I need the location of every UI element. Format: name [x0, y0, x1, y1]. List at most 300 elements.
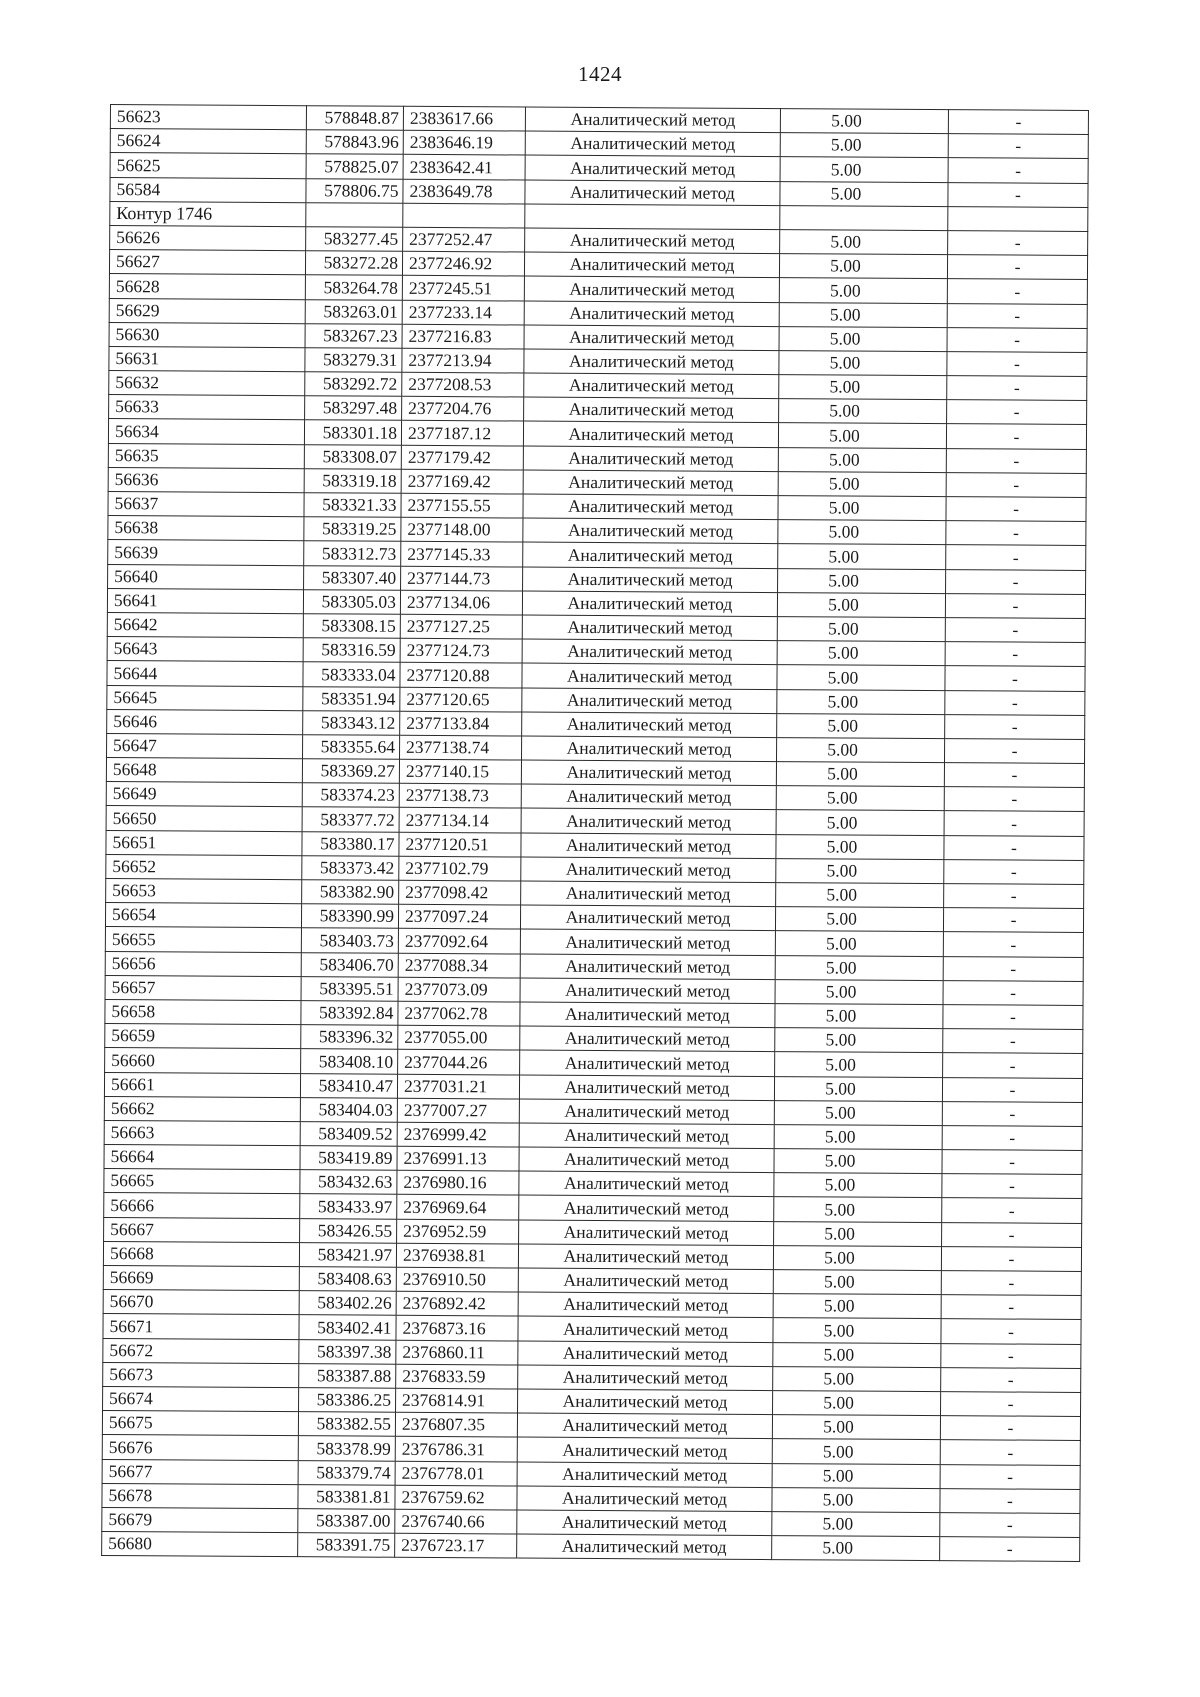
note-cell: -: [944, 884, 1084, 909]
note-cell: -: [940, 1488, 1080, 1513]
note-cell: -: [943, 980, 1083, 1005]
note-cell: -: [942, 1101, 1082, 1126]
accuracy-cell: 5.00: [773, 1391, 941, 1416]
x-coordinate-cell: 583292.72: [305, 372, 402, 397]
x-coordinate-cell: 583263.01: [305, 299, 402, 324]
x-coordinate-cell: 583351.94: [303, 686, 400, 711]
x-coordinate-cell: 583391.75: [298, 1533, 395, 1558]
method-cell: Аналитический метод: [521, 833, 776, 859]
point-id-cell: Контур 1746: [110, 201, 306, 226]
note-cell: -: [940, 1464, 1080, 1489]
point-id-cell: 56647: [107, 733, 303, 758]
point-id-cell: 56629: [109, 298, 305, 323]
y-coordinate-cell: 2377031.21: [397, 1074, 519, 1099]
y-coordinate-cell: 2377138.73: [399, 784, 521, 809]
accuracy-cell: 5.00: [779, 278, 947, 303]
x-coordinate-cell: 583404.03: [300, 1097, 397, 1122]
x-coordinate-cell: 583373.42: [302, 855, 399, 880]
accuracy-cell: 5.00: [780, 181, 948, 206]
method-cell: Аналитический метод: [520, 929, 775, 955]
coordinates-table-body: [102, 105, 1089, 1562]
y-coordinate-cell: 2377120.51: [399, 832, 521, 857]
x-coordinate-cell: 583308.07: [304, 444, 401, 469]
accuracy-cell: 5.00: [777, 641, 945, 666]
y-coordinate-cell: 2377127.25: [400, 614, 522, 639]
accuracy-cell: 5.00: [780, 109, 948, 134]
y-coordinate-cell: 2376892.42: [396, 1291, 518, 1316]
y-coordinate-cell: 2383646.19: [403, 130, 525, 155]
x-coordinate-cell: 583409.52: [300, 1122, 397, 1147]
y-coordinate-cell: 2376786.31: [395, 1437, 517, 1462]
accuracy-cell: 5.00: [774, 1221, 942, 1246]
note-cell: -: [943, 1053, 1083, 1078]
point-id-cell: 56651: [106, 830, 302, 855]
accuracy-cell: 5.00: [777, 665, 945, 690]
accuracy-cell: 5.00: [777, 617, 945, 642]
method-cell: Аналитический метод: [519, 1195, 774, 1221]
method-cell: Аналитический метод: [520, 905, 775, 931]
y-coordinate-cell: 2377169.42: [401, 469, 523, 494]
x-coordinate-cell: 583387.88: [299, 1363, 396, 1388]
point-id-cell: 56624: [110, 129, 306, 154]
accuracy-cell: 5.00: [780, 157, 948, 182]
note-cell: -: [944, 787, 1084, 812]
point-id-cell: 56668: [103, 1241, 299, 1266]
y-coordinate-cell: 2377179.42: [401, 445, 523, 470]
note-cell: [948, 206, 1088, 231]
accuracy-cell: 5.00: [776, 883, 944, 908]
y-coordinate-cell: 2377073.09: [398, 977, 520, 1002]
method-cell: Аналитический метод: [517, 1510, 772, 1536]
point-id-cell: 56625: [110, 153, 306, 178]
x-coordinate-cell: 583386.25: [299, 1388, 396, 1413]
point-id-cell: 56666: [104, 1193, 300, 1218]
method-cell: Аналитический метод: [519, 1075, 774, 1101]
note-cell: -: [946, 545, 1086, 570]
note-cell: -: [943, 956, 1083, 981]
accuracy-cell: 5.00: [779, 399, 947, 424]
method-cell: Аналитический метод: [523, 446, 778, 472]
point-id-cell: 56667: [104, 1217, 300, 1242]
x-coordinate-cell: 583307.40: [304, 565, 401, 590]
method-cell: Аналитический метод: [524, 325, 779, 351]
x-coordinate-cell: 583397.38: [299, 1339, 396, 1364]
method-cell: Аналитический метод: [522, 639, 777, 665]
y-coordinate-cell: 2376833.59: [396, 1364, 518, 1389]
y-coordinate-cell: 2377062.78: [398, 1001, 520, 1026]
y-coordinate-cell: 2376814.91: [396, 1388, 518, 1413]
note-cell: -: [946, 424, 1086, 449]
y-coordinate-cell: 2377102.79: [399, 856, 521, 881]
point-id-cell: 56644: [107, 661, 303, 686]
y-coordinate-cell: 2377124.73: [400, 638, 522, 663]
x-coordinate-cell: 583267.23: [305, 323, 402, 348]
x-coordinate-cell: 583374.23: [302, 783, 399, 808]
note-cell: -: [942, 1198, 1082, 1223]
accuracy-cell: 5.00: [773, 1245, 941, 1270]
note-cell: -: [947, 376, 1087, 401]
method-cell: Аналитический метод: [519, 1123, 774, 1149]
method-cell: Аналитический метод: [524, 252, 779, 278]
x-coordinate-cell: 583410.47: [300, 1073, 397, 1098]
accuracy-cell: 5.00: [774, 1149, 942, 1174]
point-id-cell: 56680: [102, 1532, 298, 1557]
accuracy-cell: 5.00: [778, 423, 946, 448]
method-cell: Аналитический метод: [524, 397, 779, 423]
accuracy-cell: 5.00: [775, 931, 943, 956]
y-coordinate-cell: 2377007.27: [397, 1098, 519, 1123]
x-coordinate-cell: 583312.73: [304, 541, 401, 566]
point-id-cell: 56623: [110, 105, 306, 130]
note-cell: -: [948, 182, 1088, 207]
note-cell: -: [940, 1440, 1080, 1465]
note-cell: -: [947, 303, 1087, 328]
point-id-cell: 56657: [105, 975, 301, 1000]
y-coordinate-cell: 2377140.15: [399, 759, 521, 784]
y-coordinate-cell: 2377155.55: [401, 493, 523, 518]
point-id-cell: 56659: [105, 1024, 301, 1049]
accuracy-cell: 5.00: [778, 520, 946, 545]
accuracy-cell: 5.00: [774, 1173, 942, 1198]
y-coordinate-cell: 2383617.66: [403, 106, 525, 131]
y-coordinate-cell: 2377148.00: [401, 517, 523, 542]
accuracy-cell: 5.00: [778, 447, 946, 472]
method-cell: Аналитический метод: [517, 1462, 772, 1488]
y-coordinate-cell: 2377120.88: [400, 663, 522, 688]
point-id-cell: 56631: [109, 346, 305, 371]
point-id-cell: 56663: [104, 1120, 300, 1145]
y-coordinate-cell: 2377213.94: [402, 348, 524, 373]
method-cell: Аналитический метод: [522, 663, 777, 689]
method-cell: Аналитический метод: [525, 131, 780, 157]
method-cell: Аналитический метод: [518, 1244, 773, 1270]
point-id-cell: 56669: [103, 1265, 299, 1290]
y-coordinate-cell: 2377233.14: [402, 300, 524, 325]
point-id-cell: 56642: [107, 612, 303, 637]
note-cell: -: [947, 351, 1087, 376]
accuracy-cell: 5.00: [774, 1124, 942, 1149]
x-coordinate-cell: 583396.32: [301, 1025, 398, 1050]
x-coordinate-cell: 583390.99: [301, 904, 398, 929]
x-coordinate-cell: 578806.75: [306, 178, 403, 203]
accuracy-cell: 5.00: [772, 1511, 940, 1536]
accuracy-cell: 5.00: [775, 907, 943, 932]
accuracy-cell: 5.00: [772, 1415, 940, 1440]
y-coordinate-cell: 2377138.74: [400, 735, 522, 760]
y-coordinate-cell: 2377145.33: [401, 542, 523, 567]
point-id-cell: 56630: [109, 322, 305, 347]
accuracy-cell: 5.00: [772, 1536, 940, 1561]
accuracy-cell: 5.00: [772, 1439, 940, 1464]
coordinates-sheet: [101, 104, 1089, 1562]
point-id-cell: 56675: [102, 1411, 298, 1436]
x-coordinate-cell: 583380.17: [302, 831, 399, 856]
accuracy-cell: 5.00: [775, 1052, 943, 1077]
accuracy-cell: 5.00: [777, 689, 945, 714]
method-cell: Аналитический метод: [518, 1268, 773, 1294]
accuracy-cell: 5.00: [779, 326, 947, 351]
point-id-cell: 56670: [103, 1290, 299, 1315]
method-cell: Аналитический метод: [517, 1437, 772, 1463]
x-coordinate-cell: 583264.78: [305, 275, 402, 300]
point-id-cell: 56627: [109, 250, 305, 275]
y-coordinate-cell: 2377097.24: [398, 904, 520, 929]
point-id-cell: 56628: [109, 274, 305, 299]
point-id-cell: 56660: [105, 1048, 301, 1073]
accuracy-cell: 5.00: [778, 544, 946, 569]
note-cell: -: [945, 642, 1085, 667]
method-cell: Аналитический метод: [520, 954, 775, 980]
note-cell: -: [945, 666, 1085, 691]
method-cell: Аналитический метод: [523, 494, 778, 520]
note-cell: -: [940, 1537, 1080, 1562]
method-cell: Аналитический метод: [521, 784, 776, 810]
method-cell: Аналитический метод: [520, 1050, 775, 1076]
method-cell: Аналитический метод: [520, 1026, 775, 1052]
x-coordinate-cell: 583406.70: [301, 952, 398, 977]
accuracy-cell: 5.00: [776, 786, 944, 811]
method-cell: Аналитический метод: [525, 107, 780, 133]
note-cell: -: [943, 1005, 1083, 1030]
method-cell: Аналитический метод: [523, 518, 778, 544]
y-coordinate-cell: 2377245.51: [402, 276, 524, 301]
x-coordinate-cell: 583402.41: [299, 1315, 396, 1340]
table-row: [102, 1532, 1080, 1562]
accuracy-cell: 5.00: [774, 1100, 942, 1125]
y-coordinate-cell: 2376910.50: [396, 1267, 518, 1292]
method-cell: Аналитический метод: [521, 760, 776, 786]
accuracy-cell: 5.00: [773, 1342, 941, 1367]
point-id-cell: 56658: [105, 999, 301, 1024]
method-cell: Аналитический метод: [520, 1002, 775, 1028]
method-cell: Аналитический метод: [517, 1486, 772, 1512]
note-cell: -: [948, 110, 1088, 135]
method-cell: Аналитический метод: [518, 1292, 773, 1318]
point-id-cell: 56646: [107, 709, 303, 734]
x-coordinate-cell: 583301.18: [304, 420, 401, 445]
accuracy-cell: 5.00: [775, 955, 943, 980]
note-cell: -: [942, 1222, 1082, 1247]
y-coordinate-cell: 2376952.59: [397, 1219, 519, 1244]
accuracy-cell: 5.00: [776, 858, 944, 883]
x-coordinate-cell: 583433.97: [300, 1194, 397, 1219]
note-cell: -: [940, 1416, 1080, 1441]
x-coordinate-cell: 583395.51: [301, 976, 398, 1001]
accuracy-cell: 5.00: [775, 979, 943, 1004]
y-coordinate-cell: 2376759.62: [395, 1485, 517, 1510]
x-coordinate-cell: 583272.28: [305, 251, 402, 276]
y-coordinate-cell: 2376723.17: [395, 1533, 517, 1558]
y-coordinate-cell: 2376991.13: [397, 1146, 519, 1171]
x-coordinate-cell: 583382.90: [302, 880, 399, 905]
point-id-cell: 56653: [106, 878, 302, 903]
method-cell: Аналитический метод: [524, 301, 779, 327]
method-cell: [525, 204, 780, 230]
y-coordinate-cell: 2376873.16: [396, 1316, 518, 1341]
point-id-cell: 56673: [103, 1362, 299, 1387]
y-coordinate-cell: 2377204.76: [402, 397, 524, 422]
note-cell: -: [944, 738, 1084, 763]
method-cell: Аналитический метод: [522, 688, 777, 714]
note-cell: -: [946, 497, 1086, 522]
x-coordinate-cell: 583387.00: [298, 1509, 395, 1534]
x-coordinate-cell: 583319.18: [304, 469, 401, 494]
y-coordinate-cell: 2377120.65: [400, 687, 522, 712]
method-cell: Аналитический метод: [524, 349, 779, 375]
y-coordinate-cell: 2376860.11: [396, 1340, 518, 1365]
note-cell: -: [943, 908, 1083, 933]
x-coordinate-cell: 583432.63: [300, 1170, 397, 1195]
point-id-cell: 56665: [104, 1169, 300, 1194]
note-cell: -: [946, 448, 1086, 473]
accuracy-cell: 5.00: [776, 834, 944, 859]
y-coordinate-cell: 2383649.78: [403, 179, 525, 204]
point-id-cell: 56584: [110, 177, 306, 202]
point-id-cell: 56652: [106, 854, 302, 879]
accuracy-cell: [780, 205, 948, 230]
accuracy-cell: 5.00: [772, 1487, 940, 1512]
accuracy-cell: 5.00: [773, 1294, 941, 1319]
accuracy-cell: 5.00: [775, 1004, 943, 1029]
x-coordinate-cell: 583403.73: [301, 928, 398, 953]
y-coordinate-cell: 2376969.64: [397, 1195, 519, 1220]
method-cell: Аналитический метод: [521, 857, 776, 883]
note-cell: -: [945, 593, 1085, 618]
point-id-cell: 56632: [109, 371, 305, 396]
point-id-cell: 56655: [105, 927, 301, 952]
note-cell: -: [947, 400, 1087, 425]
point-id-cell: 56661: [104, 1072, 300, 1097]
note-cell: -: [944, 835, 1084, 860]
x-coordinate-cell: 583343.12: [303, 710, 400, 735]
accuracy-cell: 5.00: [778, 496, 946, 521]
y-coordinate-cell: 2377133.84: [400, 711, 522, 736]
x-coordinate-cell: 583319.25: [304, 517, 401, 542]
y-coordinate-cell: 2376807.35: [395, 1412, 517, 1437]
method-cell: Аналитический метод: [519, 1147, 774, 1173]
note-cell: -: [942, 1150, 1082, 1175]
x-coordinate-cell: 583381.81: [298, 1484, 395, 1509]
note-cell: -: [948, 134, 1088, 159]
y-coordinate-cell: 2377044.26: [398, 1050, 520, 1075]
y-coordinate-cell: 2377134.14: [399, 808, 521, 833]
accuracy-cell: 5.00: [774, 1076, 942, 1101]
point-id-cell: 56678: [102, 1483, 298, 1508]
x-coordinate-cell: 578843.96: [306, 130, 403, 155]
accuracy-cell: 5.00: [773, 1270, 941, 1295]
method-cell: Аналитический метод: [523, 542, 778, 568]
x-coordinate-cell: [306, 202, 403, 227]
x-coordinate-cell: 583305.03: [303, 589, 400, 614]
point-id-cell: 56639: [108, 540, 304, 565]
x-coordinate-cell: 583421.97: [299, 1242, 396, 1267]
note-cell: -: [945, 714, 1085, 739]
note-cell: -: [944, 811, 1084, 836]
note-cell: -: [946, 521, 1086, 546]
x-coordinate-cell: 583408.10: [301, 1049, 398, 1074]
note-cell: -: [941, 1367, 1081, 1392]
note-cell: -: [943, 1029, 1083, 1054]
accuracy-cell: 5.00: [773, 1366, 941, 1391]
method-cell: Аналитический метод: [525, 228, 780, 254]
note-cell: -: [941, 1271, 1081, 1296]
note-cell: -: [942, 1125, 1082, 1150]
point-id-cell: 56635: [108, 443, 304, 468]
method-cell: Аналитический метод: [525, 155, 780, 181]
y-coordinate-cell: 2377134.06: [400, 590, 522, 615]
point-id-cell: 56664: [104, 1145, 300, 1170]
point-id-cell: 56672: [103, 1338, 299, 1363]
method-cell: Аналитический метод: [519, 1171, 774, 1197]
method-cell: Аналитический метод: [523, 567, 778, 593]
y-coordinate-cell: 2376778.01: [395, 1461, 517, 1486]
note-cell: -: [944, 763, 1084, 788]
note-cell: -: [942, 1174, 1082, 1199]
y-coordinate-cell: 2377246.92: [402, 251, 524, 276]
point-id-cell: 56650: [106, 806, 302, 831]
y-coordinate-cell: 2376740.66: [395, 1509, 517, 1534]
x-coordinate-cell: 583408.63: [299, 1267, 396, 1292]
note-cell: -: [946, 472, 1086, 497]
note-cell: -: [945, 690, 1085, 715]
x-coordinate-cell: 583316.59: [303, 638, 400, 663]
accuracy-cell: 5.00: [780, 133, 948, 158]
accuracy-cell: 5.00: [777, 713, 945, 738]
method-cell: Аналитический метод: [522, 615, 777, 641]
x-coordinate-cell: 583382.55: [298, 1412, 395, 1437]
method-cell: Аналитический метод: [522, 591, 777, 617]
x-coordinate-cell: 578848.87: [306, 106, 403, 131]
accuracy-cell: 5.00: [776, 762, 944, 787]
y-coordinate-cell: 2377252.47: [403, 227, 525, 252]
y-coordinate-cell: 2377088.34: [398, 953, 520, 978]
method-cell: Аналитический метод: [524, 276, 779, 302]
method-cell: Аналитический метод: [518, 1389, 773, 1415]
point-id-cell: 56636: [108, 467, 304, 492]
y-coordinate-cell: 2376999.42: [397, 1122, 519, 1147]
method-cell: Аналитический метод: [520, 978, 775, 1004]
accuracy-cell: 5.00: [779, 375, 947, 400]
accuracy-cell: 5.00: [779, 350, 947, 375]
x-coordinate-cell: 583355.64: [303, 735, 400, 760]
note-cell: -: [947, 279, 1087, 304]
y-coordinate-cell: 2376938.81: [396, 1243, 518, 1268]
y-coordinate-cell: 2377092.64: [398, 929, 520, 954]
y-coordinate-cell: 2377216.83: [402, 324, 524, 349]
method-cell: Аналитический метод: [523, 470, 778, 496]
point-id-cell: 56641: [107, 588, 303, 613]
note-cell: -: [947, 255, 1087, 280]
y-coordinate-cell: 2377187.12: [401, 421, 523, 446]
note-cell: -: [941, 1392, 1081, 1417]
x-coordinate-cell: 583297.48: [305, 396, 402, 421]
note-cell: -: [945, 618, 1085, 643]
x-coordinate-cell: 578825.07: [306, 154, 403, 179]
accuracy-cell: 5.00: [779, 302, 947, 327]
note-cell: -: [942, 1077, 1082, 1102]
accuracy-cell: 5.00: [772, 1463, 940, 1488]
note-cell: -: [940, 1512, 1080, 1537]
coordinates-table: [101, 104, 1089, 1562]
note-cell: -: [941, 1246, 1081, 1271]
accuracy-cell: 5.00: [776, 810, 944, 835]
x-coordinate-cell: 583419.89: [300, 1146, 397, 1171]
point-id-cell: 56654: [105, 903, 301, 928]
x-coordinate-cell: 583369.27: [302, 759, 399, 784]
y-coordinate-cell: 2377208.53: [402, 372, 524, 397]
method-cell: Аналитический метод: [518, 1365, 773, 1391]
point-id-cell: 56640: [108, 564, 304, 589]
